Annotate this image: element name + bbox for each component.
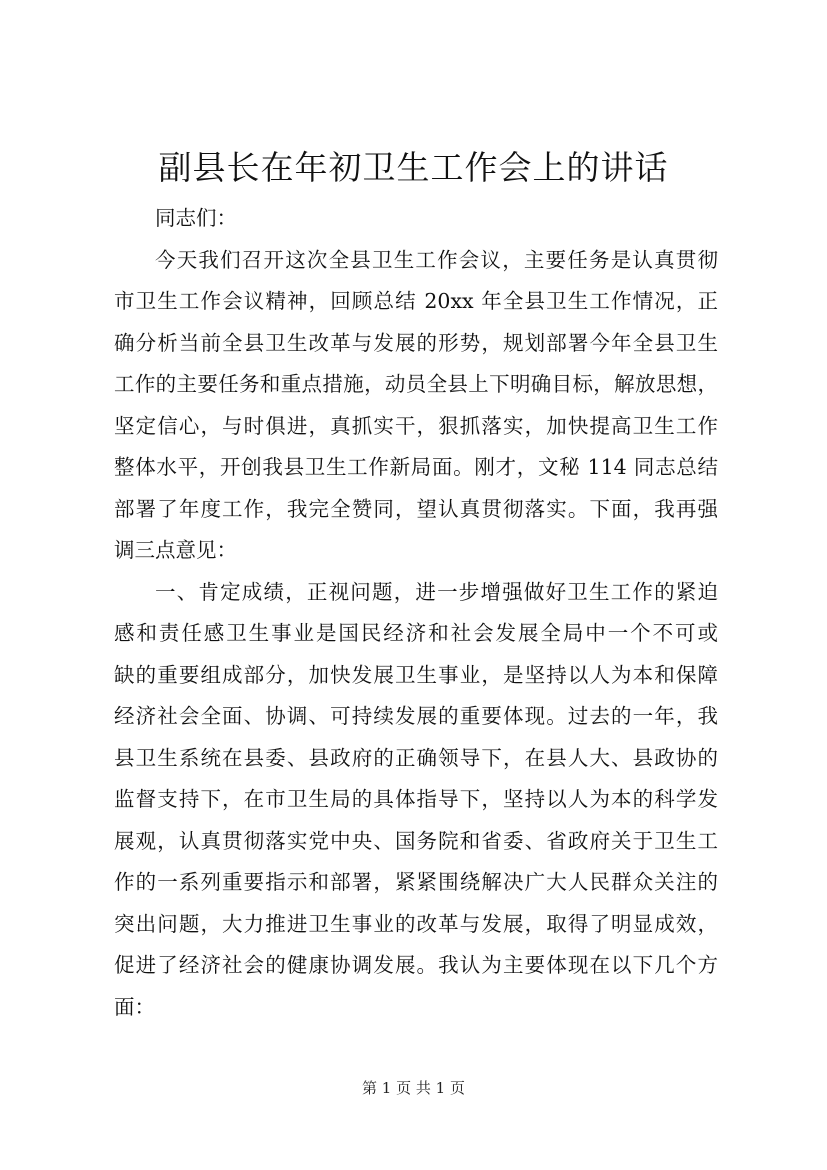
paragraph-line: 确分析当前全县卫生改革与发展的形势，规划部署今年全县卫生 bbox=[114, 330, 718, 355]
paragraph-line: 感和责任感卫生事业是国民经济和社会发展全局中一个不可或 bbox=[114, 621, 718, 645]
paragraph-line: 作的一系列重要指示和部署，紧紧围绕解决广大人民群众关注的 bbox=[114, 870, 718, 894]
paragraph-line: 缺的重要组成部分，加快发展卫生事业，是坚持以人为本和保障 bbox=[114, 662, 718, 687]
paragraph-line: 面： bbox=[114, 994, 155, 1019]
paragraph-line: 市卫生工作会议精神，回顾总结 20xx 年全县卫生工作情况，正 bbox=[114, 289, 718, 313]
salutation-line: 同志们： bbox=[155, 206, 237, 230]
paragraph-line: 工作的主要任务和重点措施，动员全县上下明确目标，解放思想， bbox=[114, 372, 718, 396]
paragraph-line: 部署了年度工作，我完全赞同，望认真贯彻落实。下面，我再强 bbox=[114, 496, 718, 521]
document-body bbox=[114, 198, 718, 1028]
paragraph-line: 展观，认真贯彻落实党中央、国务院和省委、省政府关于卫生工 bbox=[114, 828, 718, 853]
paragraph-line: 促进了经济社会的健康协调发展。我认为主要体现在以下几个方 bbox=[114, 953, 718, 977]
paragraph-line: 调三点意见： bbox=[114, 538, 237, 562]
paragraph-line: 一、肯定成绩，正视问题，进一步增强做好卫生工作的紧迫 bbox=[155, 579, 718, 604]
paragraph-line: 监督支持下，在市卫生局的具体指导下，坚持以人为本的科学发 bbox=[114, 787, 718, 811]
document-title: 副县长在年初卫生工作会上的讲话 bbox=[158, 148, 669, 187]
paragraph-line: 整体水平，开创我县卫生工作新局面。刚才，文秘 114 同志总结 bbox=[114, 455, 718, 479]
paragraph-line: 今天我们召开这次全县卫生工作会议，主要任务是认真贯彻 bbox=[155, 247, 718, 272]
paragraph-line: 县卫生系统在县委、县政府的正确领导下，在县人大、县政协的 bbox=[114, 745, 718, 770]
page-footer: 第 1 页 共 1 页 bbox=[362, 1079, 465, 1097]
paragraph-line: 突出问题，大力推进卫生事业的改革与发展，取得了明显成效， bbox=[114, 911, 718, 936]
paragraph-line: 坚定信心，与时俱进，真抓实干，狠抓落实，加快提高卫生工作 bbox=[114, 413, 718, 438]
paragraph-line: 经济社会全面、协调、可持续发展的重要体现。过去的一年，我 bbox=[114, 704, 718, 728]
